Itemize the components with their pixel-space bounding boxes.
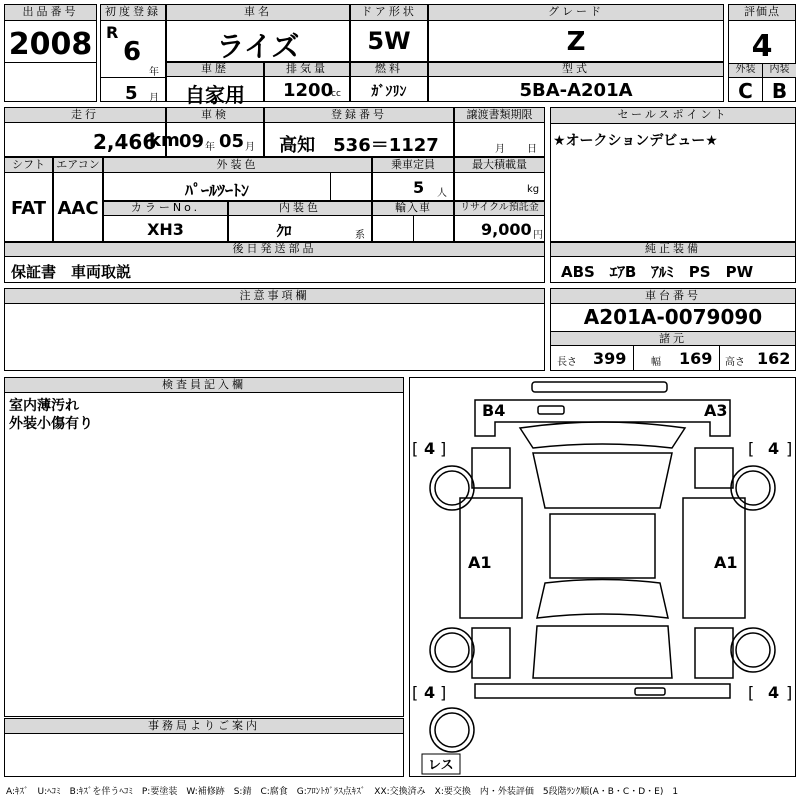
notes-label: 注意事項欄	[5, 289, 544, 304]
car-name-value: ライズ	[216, 30, 300, 63]
shift-value: FAT	[10, 198, 47, 219]
grade-box	[428, 4, 724, 62]
recycle-unit: 円	[533, 230, 543, 241]
first-registration-box	[100, 4, 166, 102]
import-box	[372, 201, 454, 242]
lot-number-label: 出品番号	[5, 5, 96, 21]
mark-a1-right: A1	[714, 553, 738, 572]
interior-color-value: ｸﾛ	[276, 222, 292, 240]
history-box	[166, 62, 264, 107]
color-number-value: XH3	[147, 220, 184, 239]
spare-tire-label: レス	[428, 758, 454, 773]
tire-bracket-rl: [	[412, 439, 419, 458]
tire-rr: 4	[768, 439, 780, 458]
inspection-label: 車検	[167, 108, 263, 123]
exterior-color-label: 外装色	[104, 158, 371, 173]
inspection-year-unit: 年	[205, 142, 215, 153]
lot-number-box	[4, 4, 97, 102]
interior-color-box	[228, 201, 372, 242]
inspector-line-1: 室内薄汚れ	[9, 398, 79, 414]
lot-number-value: 2008	[8, 27, 93, 62]
recycle-box	[454, 201, 545, 242]
exterior-color-value: ﾊﾟｰﾙﾂｰﾄﾝ	[184, 181, 249, 200]
transfer-deadline-label: 譲渡書類期限	[455, 108, 544, 123]
transfer-month-unit: 月	[495, 144, 505, 155]
door-label: ドア形状	[351, 5, 427, 21]
specs-label: 諸元	[551, 331, 795, 346]
door-value: 5W	[367, 27, 411, 55]
later-parts-value: 保証書 車両取説	[11, 263, 132, 281]
score-box	[728, 4, 796, 102]
fuel-box	[350, 62, 428, 102]
grade-label: グレード	[429, 5, 723, 21]
inspection-box	[166, 107, 264, 157]
shift-label: シフト	[5, 158, 52, 173]
tire-bracket-fl: [	[412, 683, 419, 702]
shift-box	[4, 157, 53, 242]
inspector-line-2: 外装小傷有り	[9, 416, 93, 432]
capacity-value: 5	[413, 178, 425, 197]
aircon-box	[53, 157, 103, 242]
plate-label: 登録番号	[265, 108, 453, 123]
tire-bracket-rr: [	[748, 439, 755, 458]
recycle-value: 9,000	[481, 220, 532, 239]
width-value: 169	[679, 349, 713, 368]
fuel-label: 燃料	[351, 63, 427, 77]
interior-color-label: 内装色	[229, 202, 371, 216]
year-unit: 年	[149, 67, 159, 78]
interior-label: 内装	[763, 64, 796, 78]
color-number-label: カラーNo.	[104, 202, 227, 216]
legend-text: A:ｷｽﾞ U:ﾍｺﾐ B:ｷｽﾞを伴うﾍｺﾐ P:要塗装 W:補修跡 S:錆 C:腐食 G:ﾌﾛﾝﾄｶﾞﾗｽ点ｷｽﾞ XX:交換済み X:要交換 内・外装評価 5段階ﾗﾝｸ順(A・B・C・D・E) 1	[6, 787, 679, 797]
tire-bracket-rl-close: ]	[440, 439, 447, 458]
recycle-label: リサイクル預託金	[455, 202, 544, 216]
era-value: R	[106, 23, 119, 42]
door-box	[350, 4, 428, 62]
mark-a1-left: A1	[468, 553, 492, 572]
mileage-unit: km	[149, 130, 180, 151]
first-registration-year: 6	[123, 37, 142, 67]
length-label: 長さ	[557, 357, 577, 368]
mileage-value: 2,466	[93, 130, 157, 154]
inspection-month-unit: 月	[245, 142, 255, 153]
color-number-box	[103, 201, 228, 242]
width-label: 幅	[651, 357, 661, 368]
interior-color-unit: 系	[355, 230, 365, 241]
mileage-box	[4, 107, 180, 157]
office-notice-box	[4, 718, 404, 777]
tire-bracket-fl-close: ]	[440, 683, 447, 702]
grade-value: Z	[566, 27, 586, 57]
import-label: 輸入車	[373, 202, 453, 216]
max-load-box	[454, 157, 545, 201]
score-value: 4	[751, 29, 773, 64]
displacement-unit: cc	[331, 89, 341, 99]
capacity-unit: 人	[437, 188, 447, 199]
tire-rl: 4	[424, 439, 436, 458]
max-load-label: 最大積載量	[455, 158, 544, 173]
fuel-value: ｶﾞｿﾘﾝ	[371, 84, 407, 100]
capacity-box	[372, 157, 454, 201]
car-name-label: 車名	[167, 5, 349, 21]
later-parts-label: 後日発送部品	[5, 243, 544, 257]
interior-value: B	[771, 79, 788, 103]
displacement-value: 1200	[283, 80, 334, 101]
height-label: 高さ	[725, 357, 745, 368]
plate-box	[264, 107, 454, 157]
displacement-box	[264, 62, 350, 102]
chassis-value: A201A-0079090	[583, 305, 763, 329]
inspector-label: 検査員記入欄	[5, 378, 403, 393]
history-value: 自家用	[185, 83, 245, 107]
car-diagram-box	[409, 377, 796, 777]
aircon-value: AAC	[57, 198, 99, 219]
office-notice-label: 事務局よりご案内	[5, 719, 403, 734]
mark-b4: B4	[482, 401, 506, 420]
tire-bracket-rr-close: ]	[786, 439, 793, 458]
max-load-unit: kg	[527, 184, 540, 195]
score-label: 評価点	[729, 5, 795, 21]
tire-fl: 4	[424, 683, 436, 702]
first-registration-month: 5	[125, 83, 138, 104]
exterior-label: 外装	[729, 64, 763, 78]
car-diagram	[410, 378, 795, 776]
model-value: 5BA-A201A	[519, 80, 633, 101]
model-label: 型式	[429, 63, 723, 77]
car-name-box	[166, 4, 350, 62]
model-box	[428, 62, 724, 102]
length-value: 399	[593, 349, 627, 368]
tire-fr: 4	[768, 683, 780, 702]
equipment-label: 純正装備	[551, 243, 795, 257]
equipment-value: ABS ｴｱB ｱﾙﾐ PS PW	[561, 263, 754, 281]
inspection-month: 05	[219, 131, 245, 152]
notes-box	[4, 288, 545, 371]
exterior-value: C	[738, 79, 753, 103]
exterior-color-box	[103, 157, 372, 201]
displacement-label: 排気量	[265, 63, 349, 77]
transfer-deadline-box	[454, 107, 545, 157]
tire-bracket-fr-close: ]	[786, 683, 793, 702]
mark-a3: A3	[704, 401, 728, 420]
aircon-label: エアコン	[54, 158, 102, 173]
plate-value: 高知 536＝1127	[279, 135, 439, 156]
sales-point-box	[550, 107, 796, 242]
inspector-box	[4, 377, 404, 717]
chassis-box	[550, 288, 796, 371]
month-unit: 月	[149, 93, 159, 104]
sales-point-label: セールスポイント	[551, 108, 795, 124]
history-label: 車歴	[167, 63, 263, 77]
mileage-label: 走行	[5, 108, 165, 123]
capacity-label: 乗車定員	[373, 158, 453, 173]
height-value: 162	[757, 349, 791, 368]
first-registration-label: 初度登録	[101, 5, 165, 21]
chassis-label: 車台番号	[551, 289, 795, 304]
tire-bracket-fr: [	[748, 683, 755, 702]
equipment-box	[550, 242, 796, 283]
inspection-year: 09	[179, 131, 205, 152]
later-parts-box	[4, 242, 545, 283]
sales-point-text: ★オークションデビュー★	[553, 133, 718, 149]
transfer-day-unit: 日	[527, 144, 537, 155]
